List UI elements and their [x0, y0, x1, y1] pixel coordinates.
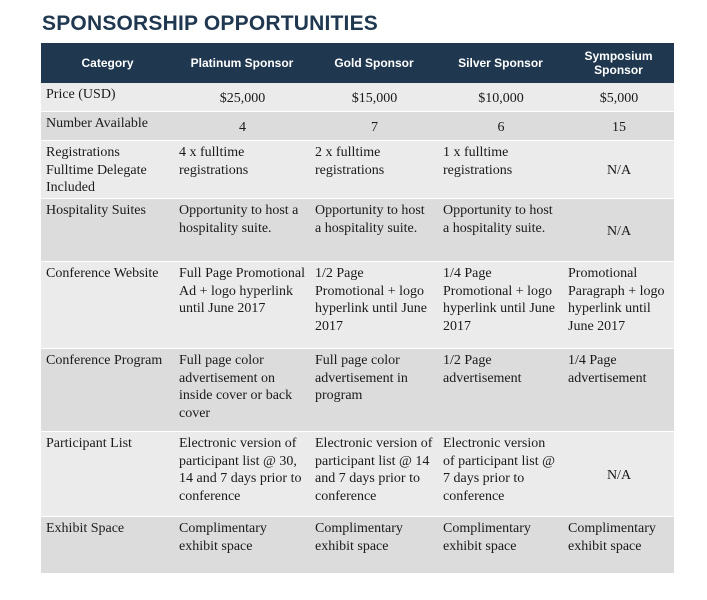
- table-row: [41, 432, 674, 517]
- table-row: [41, 112, 674, 141]
- row-category: Participant List: [41, 432, 174, 517]
- cell-platinum: 4: [174, 112, 310, 141]
- cell-symposium: $5,000: [563, 83, 674, 112]
- header-platinum-sponsor: Platinum Sponsor: [174, 43, 310, 83]
- cell-gold: Full page color advertisement in program: [310, 349, 438, 432]
- cell-platinum: Opportunity to host a hospitality suite.: [174, 199, 310, 262]
- table-row: [41, 141, 674, 199]
- cell-silver: $10,000: [438, 83, 563, 112]
- cell-gold: 2 x fulltime registrations: [310, 141, 438, 199]
- table-row: [41, 262, 674, 349]
- cell-platinum: Full page color advertisement on inside cover or back cover: [174, 349, 310, 432]
- row-category: Price (USD): [41, 83, 174, 112]
- page-title: SPONSORSHIP OPPORTUNITIES: [42, 12, 379, 35]
- cell-platinum: Full Page Promotional Ad + logo hyperlink until June 2017: [174, 262, 310, 349]
- cell-platinum: Complimentary exhibit space: [174, 517, 310, 574]
- row-category: Conference Program: [41, 349, 174, 432]
- cell-gold: 1/2 Page Promotional + logo hyperlink until June 2017: [310, 262, 438, 349]
- cell-platinum: 4 x fulltime registrations: [174, 141, 310, 199]
- table-row: [41, 83, 674, 112]
- cell-gold: Complimentary exhibit space: [310, 517, 438, 574]
- cell-silver: Opportunity to host a hospitality suite.: [438, 199, 563, 262]
- row-category: Conference Website: [41, 262, 174, 349]
- cell-gold: $15,000: [310, 83, 438, 112]
- cell-symposium: N/A: [563, 432, 674, 517]
- cell-silver: 6: [438, 112, 563, 141]
- cell-symposium: N/A: [563, 141, 674, 199]
- table-row: [41, 199, 674, 262]
- cell-silver: Complimentary exhibit space: [438, 517, 563, 574]
- row-category: Number Available: [41, 112, 174, 141]
- cell-platinum: Electronic version of participant list @ 30, 14 and 7 days prior to conference: [174, 432, 310, 517]
- cell-platinum: $25,000: [174, 83, 310, 112]
- sponsorship-table: [41, 43, 674, 574]
- cell-silver: Electronic version of participant list @ 7 days prior to conference: [438, 432, 563, 517]
- header-symposium-sponsor: Symposium Sponsor: [563, 43, 674, 83]
- header-silver-sponsor: Silver Sponsor: [438, 43, 563, 83]
- cell-symposium: N/A: [563, 199, 674, 262]
- cell-silver: 1 x fulltime registrations: [438, 141, 563, 199]
- cell-silver: 1/2 Page advertisement: [438, 349, 563, 432]
- cell-symposium: Promotional Paragraph + logo hyperlink until June 2017: [563, 262, 674, 349]
- cell-gold: Opportunity to host a hospitality suite.: [310, 199, 438, 262]
- cell-silver: 1/4 Page Promotional + logo hyperlink until June 2017: [438, 262, 563, 349]
- table-header-row: [41, 43, 674, 83]
- row-category: Registrations Fulltime Delegate Included: [41, 141, 174, 199]
- table-row: [41, 349, 674, 432]
- row-category: Hospitality Suites: [41, 199, 174, 262]
- cell-symposium: 15: [563, 112, 674, 141]
- table-row: [41, 517, 674, 574]
- row-category: Exhibit Space: [41, 517, 174, 574]
- cell-gold: 7: [310, 112, 438, 141]
- cell-symposium: Complimentary exhibit space: [563, 517, 674, 574]
- header-gold-sponsor: Gold Sponsor: [310, 43, 438, 83]
- cell-gold: Electronic version of participant list @ 14 and 7 days prior to conference: [310, 432, 438, 517]
- header-category: Category: [41, 43, 174, 83]
- cell-symposium: 1/4 Page advertisement: [563, 349, 674, 432]
